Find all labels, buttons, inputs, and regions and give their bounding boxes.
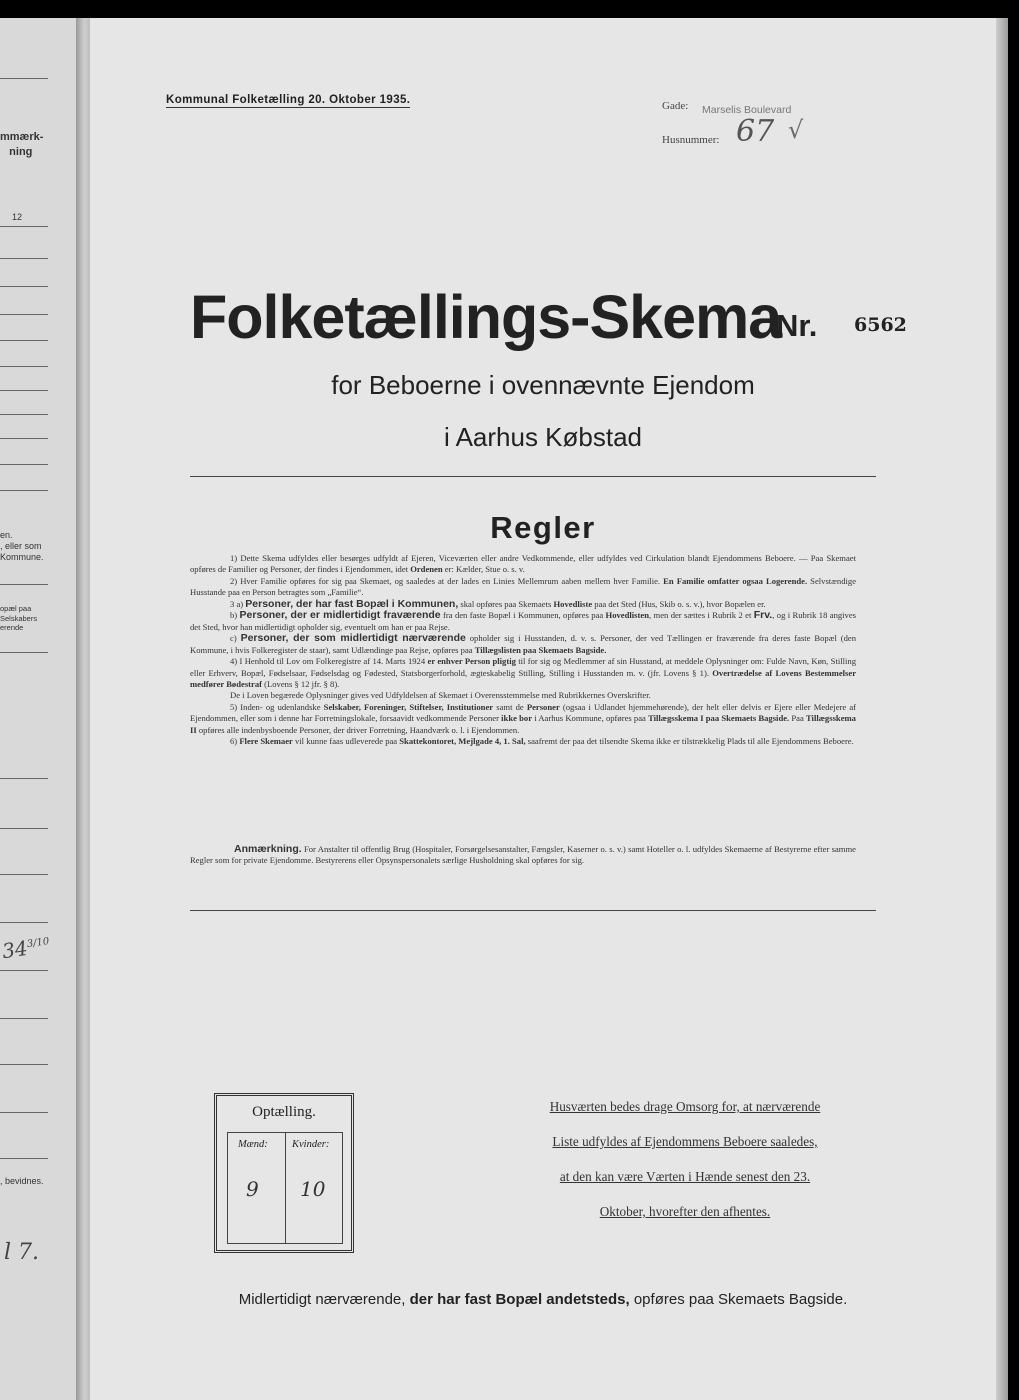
notice-line-2: Liste udfyldes af Ejendommens Beboere saaledes, [552, 1134, 818, 1149]
margin-text-fragment: opæl paa Selskabers erende [0, 604, 38, 632]
rule-3b: b) Personer, der er midlertidigt fraværende fra den faste Bopæl i Kommunen, opføres paa Hovedlisten, men der sættes i Rubrik 2 et Frv., og i Rubrik 18 angives det Sted, hvor han midlertidigt opholder sig, eventuelt om han er paa Rejse. [190, 609, 857, 632]
form-number-value: 6562 [854, 314, 907, 336]
count-divider [285, 1133, 286, 1243]
margin-rule [0, 258, 48, 259]
house-number-value: 67 [736, 114, 775, 149]
previous-page-margin [0, 18, 76, 1400]
rules-body [190, 553, 856, 748]
margin-rule [0, 970, 48, 971]
page-edge [996, 18, 1008, 1400]
margin-rule [0, 652, 48, 653]
margin-column-number: 12 [12, 212, 23, 222]
margin-rule [0, 828, 48, 829]
check-mark-icon: √ [788, 116, 804, 144]
count-box-title: Optælling. [252, 1104, 316, 1120]
form-title: Folketællings-Skema [190, 283, 782, 351]
rule-3c: c) Personer, der som midlertidigt nærværende opholder sig i Husstanden, d. v. s. Personer, der ved Tællingen er fraværende fra deres faste Bopæl (den Kommune, i hvis Folkeregister de staar), samt Udlændinge paa Rejse, opføres paa Tillægslisten paa Skemaets Bagside. [190, 632, 857, 655]
form-location: i Aarhus Købstad [444, 422, 642, 452]
margin-rule [0, 286, 48, 287]
margin-rule [0, 438, 48, 439]
rules-heading: Regler [490, 510, 596, 545]
annotation-note: Anmærkning. For Anstalter til offentlig Brug (Hospitaler, Forsørgelsesanstalter, Fængsler, Kaserner o. s. v.) samt Hoteller o. l. udfyldes Skemaerne af Bestyrerne efter samme Regler som for private Ejendomme. Bestyrerens eller Opsynspersonalets særlige Husholdning skal opføres for sig. [190, 843, 856, 866]
margin-rule [0, 584, 48, 585]
margin-rule [0, 1064, 48, 1065]
margin-rule [0, 778, 48, 779]
margin-rule [0, 366, 48, 367]
margin-rule [0, 490, 48, 491]
street-label: Gade: [662, 100, 689, 112]
rule-4: 4) I Henhold til Lov om Folkeregistre af 14. Marts 1924 er enhver Person pligtig til for sig og Medlemmer af sin Husstand, at meddele Oplysninger om: Fulde Navn, Køn, Stilling eller Erhverv, Bopæl, Fødselsaar, Fødselsdag og Fødested, Statsborgerforhold, ægteskabelig Stilling, Stilling i Husstanden m. v. (jfr. Lovens § 1). Overtrædelse af Lovens Bestemmelser medfører Bødestraf (Lovens § 12 jfr. § 8). [190, 656, 857, 689]
margin-handwriting: l 7. [4, 1240, 40, 1265]
margin-rule [0, 1158, 48, 1159]
notice-line-3: at den kan være Værten i Hænde senest den 23. [559, 1169, 811, 1184]
margin-heading-fragment: mmærk- ning [0, 131, 44, 158]
census-form-page [90, 18, 996, 1400]
form-subtitle: for Beboerne i ovennævnte Ejendom [331, 370, 755, 400]
women-count: 10 [300, 1177, 326, 1201]
census-header: Kommunal Folketælling 20. Oktober 1935. [166, 94, 411, 106]
form-number-label: Nr. [776, 308, 818, 343]
women-label: Kvinder: [292, 1139, 330, 1150]
margin-rule [0, 390, 48, 391]
margin-rule [0, 1018, 48, 1019]
margin-rule [0, 314, 48, 315]
house-number-label: Husnummer: [662, 134, 720, 146]
margin-handwriting: $34^{3/10}$ [0, 935, 51, 964]
margin-rule [0, 1112, 48, 1113]
margin-rule [0, 922, 48, 923]
notice-line-1: Husværten bedes drage Omsorg for, at nærværende [549, 1099, 821, 1114]
divider-rule [190, 910, 876, 911]
margin-rule [0, 78, 48, 79]
margin-rule [0, 464, 48, 465]
margin-rule [0, 340, 48, 341]
footer-note: Midlertidigt nærværende, der har fast Bopæl andetsteds, opføres paa Skemaets Bagside. [238, 1291, 848, 1308]
rule-1: 1) Dette Skema udfyldes eller besørges udfyldt af Ejeren, Viceværten eller andre Vedkommende, eller udfyldes ved Cirkulation blandt Ejendommens Beboere. — Paa Skemaet opføres de Familier og Personer, der findes i Ejendommen, idet Ordenen er: Kælder, Stue o. s. v. [190, 553, 856, 575]
count-box [214, 1093, 354, 1253]
rule-2: 2) Hver Familie opføres for sig paa Skemaet, og saaledes at der lades en Linies Mellemrum aaben mellem hver Familie. En Familie omfatter ogsaa Logerende. Selvstændige Husstande paa en Person betragtes som „Familie“. [190, 575, 857, 598]
margin-rule [0, 226, 48, 227]
notice-line-4: Oktober, hvorefter den afhentes. [599, 1204, 771, 1219]
margin-text-fragment: , bevidnes. [0, 1176, 44, 1186]
margin-rule [0, 414, 48, 415]
margin-rule [0, 874, 48, 875]
rule-4-note: De i Loven begærede Oplysninger gives ved Udfyldelsen af Skemaet i Overensstemmelse med Rubrikkernes Overskrifter. [230, 690, 651, 701]
annotation-label: Anmærkning. [234, 843, 302, 855]
count-table [227, 1132, 343, 1244]
book-spine [76, 18, 90, 1400]
street-value: Marselis Boulevard [702, 104, 792, 116]
rule-3a: 3 a) Personer, der har fast Bopæl i Kommunen, skal opføres paa Skemaets Hovedliste paa det Sted (Hus, Skib o. s. v.), hvor Bopælen er. [230, 597, 766, 610]
rule-6: 6) Flere Skemaer vil kunne faas udleverede paa Skattekontoret, Mejlgade 4, 1. Sal, saafremt der paa det tilsendte Skema ikke er tilstrækkelig Plads til alle Ejendommens Beboere. [230, 736, 854, 747]
rule-5: 5) Inden- og udenlandske Selskaber, Foreninger, Stiftelser, Institutioner samt de Personer (ogsaa i Udlandet hjemmehørende), der helt eller delvis er Ejere eller Medejere af Ejendommen, eller som i denne har Forretningslokale, forsaavidt vedkommende Personer ikke bor i Aarhus Kommune, opføres paa Tillægsskema I paa Skemaets Bagside. Paa Tillægsskema II opføres alle indenbysboende Personer, der driver Forretning, Haandværk o. l. i Ejendommen. [190, 701, 856, 735]
margin-text-fragment: en. , eller som Kommune. [0, 530, 44, 562]
men-count: 9 [246, 1177, 259, 1201]
divider-rule [190, 476, 876, 477]
men-label: Mænd: [238, 1139, 268, 1150]
